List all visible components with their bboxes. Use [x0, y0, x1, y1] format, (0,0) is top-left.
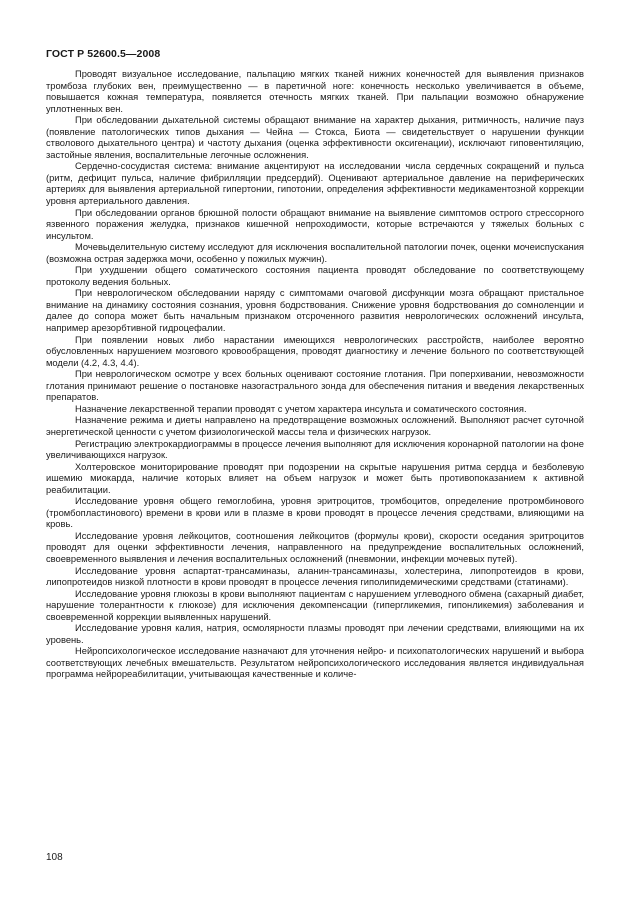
paragraph: При обследовании дыхательной системы обращают внимание на характер дыхания, ритмичность, наличие пауз (появление патологических типов дыхания — Чейна — Стокса, Биота — свидетельствует о нарушении функции стволового дыхательного центра) и частоту дыхания (оценка эффективности оксигенации), исключают гиповентиляцию, застойные явления, воспалительные легочные осложнения. [46, 115, 584, 160]
paragraph: Исследование уровня калия, натрия, осмолярности плазмы проводят при лечении средствами, влияющими на их уровень. [46, 623, 584, 645]
paragraph: Назначение режима и диеты направлено на предотвращение возможных осложнений. Выполняют расчет суточной энергетической ценности с учетом физиологической массы тела и физических нагрузок. [46, 415, 584, 437]
paragraph: Исследование уровня общего гемоглобина, уровня эритроцитов, тромбоцитов, определение протромбинового (тромбопластинового) времени в крови или в плазме в крови проводят в процессе лечения средствами, влияющими на кровь. [46, 496, 584, 530]
paragraph: Регистрацию электрокардиограммы в процессе лечения выполняют для исключения коронарной патологии на фоне увеличивающихся нагрузок. [46, 438, 584, 461]
paragraph: При неврологическом осмотре у всех больных оценивают состояние глотания. При поперхивании, невозможности глотания принимают решение о постановке назогастрального зонда для обеспечения питания и введения лекарственных препаратов. [46, 369, 584, 403]
paragraph: При ухудшении общего соматического состояния пациента проводят обследование по соответствующему протоколу ведения больных. [46, 265, 584, 287]
paragraph: Мочевыделительную систему исследуют для исключения воспалительной патологии почек, оценки мочеиспускания (возможна острая задержка мочи, особенно у пожилых мужчин). [46, 242, 584, 264]
document-body [46, 69, 584, 681]
paragraph: При появлении новых либо нарастании имеющихся неврологических расстройств, наиболее вероятно обусловленных нарушением мозгового кровообращения, проводят диагностику и лечение больного по соответствующей модели (4.2, 4.3, 4.4). [46, 334, 584, 368]
paragraph: Проводят визуальное исследование, пальпацию мягких тканей нижних конечностей для выявления признаков тромбоза глубоких вен, преимущественно — в паретичной ноге: конечность несколько увеличивается в объеме, повышается кожная температура, появляется отечность мягких тканей. При пальпации возможно обнаружение уплотненных вен. [46, 69, 584, 114]
paragraph: Назначение лекарственной терапии проводят с учетом характера инсульта и соматического состояния. [75, 403, 527, 414]
paragraph: Сердечно-сосудистая система: внимание акцентируют на исследовании числа сердечных сокращений и пульса (ритм, дефицит пульса, наличие фибрилляции предсердий). Оценивают артериальное давление на периферических артериях для выявления артериальной гипертонии, гипотонии, определения эффективности медикаментозной коррекции уровня артериального давления. [46, 161, 584, 207]
paragraph: Исследование уровня лейкоцитов, соотношения лейкоцитов (формулы крови), скорости оседания эритроцитов проводят для оценки эффективности лечения, направленного на предупреждение воспалительных осложнений, своевременного выявления и лечения воспалительных осложнений (пневмонии, инфекции мочевых путей). [46, 530, 584, 564]
paragraph: Холтеровское мониторирование проводят при подозрении на скрытые нарушения ритма сердца и безболевую ишемию миокарда, наличие которых влияет на объем нагрузок и может быть противопоказанием к активной реабилитации. [46, 461, 584, 495]
paragraph: Исследование уровня аспартат-трансаминазы, аланин-трансаминазы, холестерина, липопротеидов в крови, липопротеидов низкой плотности в крови проводят в процессе лечения гиполипидемическими средствами (статинами). [46, 565, 584, 588]
page-number: 108 [46, 852, 63, 863]
paragraph: При неврологическом обследовании наряду с симптомами очаговой дисфункции мозга обращают пристальное внимание на динамику состояния сознания, уровня бодрствования. Снижение уровня бодрствования до сомноленции и далее до сопора может быть начальным признаком отсроченного развития неврологических осложнений инсульта, например арезорбтивной гидроцефалии. [46, 288, 584, 334]
page-header: ГОСТ Р 52600.5—2008 [46, 48, 161, 60]
paragraph: Исследование уровня глюкозы в крови выполняют пациентам с нарушением углеводного обмена (сахарный диабет, нарушение толерантности к глюкозе) для исключения декомпенсации (гипергликемия, гипонликемия) заболевания и своевременной коррекции выявленных нарушений. [46, 588, 584, 622]
paragraph: Нейропсихологическое исследование назначают для уточнения нейро- и психопатологических нарушений и выбора соответствующих лечебных вмешательств. Результатом нейропсихологического исследования является индивидуальная программа нейрореабилитации, учитывающая качественные и количе- [46, 646, 584, 680]
paragraph: При обследовании органов брюшной полости обращают внимание на выявление симптомов острого стрессорного язвенного поражения желудка, признаков кишечной непроходимости, которые встречаются у тяжелых больных с инсультом. [46, 207, 584, 241]
